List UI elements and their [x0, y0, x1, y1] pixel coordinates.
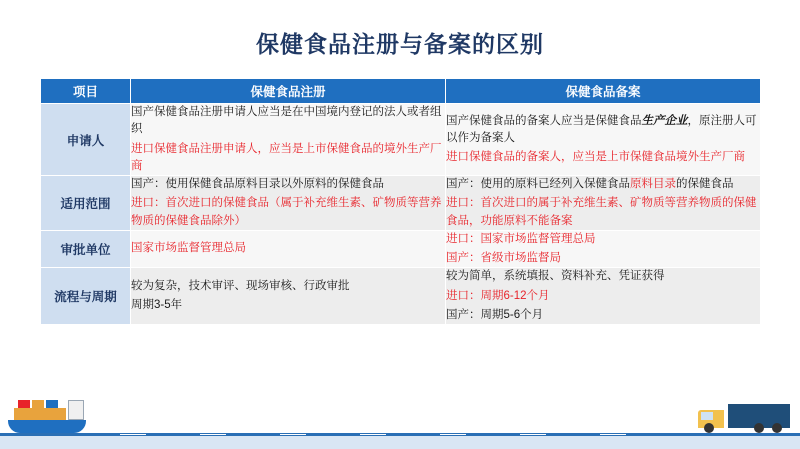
cell-text-segment: 较为复杂，技术审评、现场审核、行政审批	[131, 279, 350, 292]
cargo-ship-icon	[8, 399, 86, 433]
truck-wheel	[772, 423, 782, 433]
table-row	[41, 104, 761, 176]
table-cell-record	[446, 230, 761, 268]
cargo-truck-icon	[698, 403, 790, 433]
cell-text-segment: 进口保健食品注册申请人，应当是上市保健食品的境外生产厂商	[131, 142, 442, 172]
cell-text-segment: 进口：国家市场监督管理总局	[446, 232, 596, 245]
ship-container-orange	[32, 400, 44, 408]
cell-line	[131, 240, 445, 257]
comparison-table-wrapper	[40, 78, 760, 325]
column-header-item: 项目	[41, 79, 131, 104]
cell-line	[131, 176, 445, 193]
cell-line	[446, 307, 760, 324]
cell-line	[446, 231, 760, 248]
cell-text-segment: 进口：首次进口的属于补充维生素、矿物质等营养物质的保健食品，功能原料不能备案	[446, 197, 757, 227]
table-cell-record	[446, 104, 761, 176]
row-label: 申请人	[41, 104, 131, 176]
table-row	[41, 268, 761, 325]
cell-line	[131, 141, 445, 176]
cell-text-segment: 国产：省级市场监督局	[446, 252, 561, 264]
cell-text-segment: 进口保健食品的备案人，应当是上市保健食品境外生产厂商	[446, 151, 745, 164]
wave-band	[0, 436, 800, 449]
truck-wheel	[704, 423, 714, 433]
cell-text-segment: ，原注册人可以作为备案人	[446, 114, 757, 144]
footer-decoration	[0, 393, 800, 449]
cell-text-segment: 较为简单，系统填报、资料补充、凭证获得	[446, 270, 665, 283]
cell-line	[446, 250, 760, 267]
road-dash	[520, 434, 546, 436]
cell-line	[446, 176, 760, 193]
cell-text-segment: 列入保健食品	[561, 178, 630, 190]
cell-text-segment: 原料目录	[630, 178, 676, 190]
cell-text-segment: 国产：周期5-6个月	[446, 308, 544, 321]
cell-text-segment: 国产保健食品注册申请人应当是在中国境内登记的法人或者组织	[131, 106, 442, 136]
ship-tower	[68, 400, 84, 420]
ship-hull	[8, 420, 86, 433]
comparison-table	[40, 78, 761, 325]
cell-text-segment: 进口：首次进口的保健食品（属于补充维生素、矿物质等营养物质的保健食品除外）	[131, 197, 442, 227]
ship-deck	[14, 408, 66, 420]
table-cell-register	[131, 230, 446, 268]
truck-window	[701, 412, 713, 420]
ship-container-red	[18, 400, 30, 408]
road-dash	[120, 434, 146, 436]
row-label: 适用范围	[41, 176, 131, 231]
cell-text-segment: 的保健食品	[676, 178, 734, 190]
row-label: 审批单位	[41, 230, 131, 268]
cell-line	[446, 195, 760, 230]
cell-text-segment: 进口：周期6-12个月	[446, 289, 550, 302]
column-header-register: 保健食品注册	[131, 79, 446, 104]
truck-wheel	[754, 423, 764, 433]
table-header-row	[41, 79, 761, 104]
cell-line	[131, 297, 445, 314]
cell-text-segment: 周期3-5年	[131, 299, 183, 312]
table-row	[41, 230, 761, 268]
road-dash	[360, 434, 386, 436]
road-dash	[600, 434, 626, 436]
cell-line	[131, 278, 445, 295]
cell-text-segment: 国产：使用的原料已经	[446, 178, 561, 190]
row-label: 流程与周期	[41, 268, 131, 325]
cell-line	[446, 288, 760, 305]
cell-line	[446, 268, 760, 285]
ship-container-blue	[46, 400, 58, 408]
cell-text-segment: 国产保健食品的备案人应当是保健食品	[446, 114, 642, 127]
cell-text-segment: 国产：使用保健食品原料目录以外原料的保健食品	[131, 178, 384, 190]
table-cell-register	[131, 104, 446, 176]
table-body	[41, 104, 761, 325]
table-cell-record	[446, 176, 761, 231]
road-dash	[280, 434, 306, 436]
road-dash	[440, 434, 466, 436]
table-cell-register	[131, 176, 446, 231]
road-dash	[200, 434, 226, 436]
cell-line	[446, 113, 760, 148]
cell-line	[131, 104, 445, 139]
cell-text-segment: 国家市场监督管理总局	[131, 242, 246, 255]
page-title: 保健食品注册与备案的区别	[256, 31, 544, 57]
table-cell-record	[446, 268, 761, 325]
cell-text-segment: 生产企业	[641, 114, 688, 127]
cell-line	[131, 195, 445, 230]
table-cell-register	[131, 268, 446, 325]
table-row	[41, 176, 761, 231]
cell-line	[446, 149, 760, 166]
column-header-record: 保健食品备案	[446, 79, 761, 104]
